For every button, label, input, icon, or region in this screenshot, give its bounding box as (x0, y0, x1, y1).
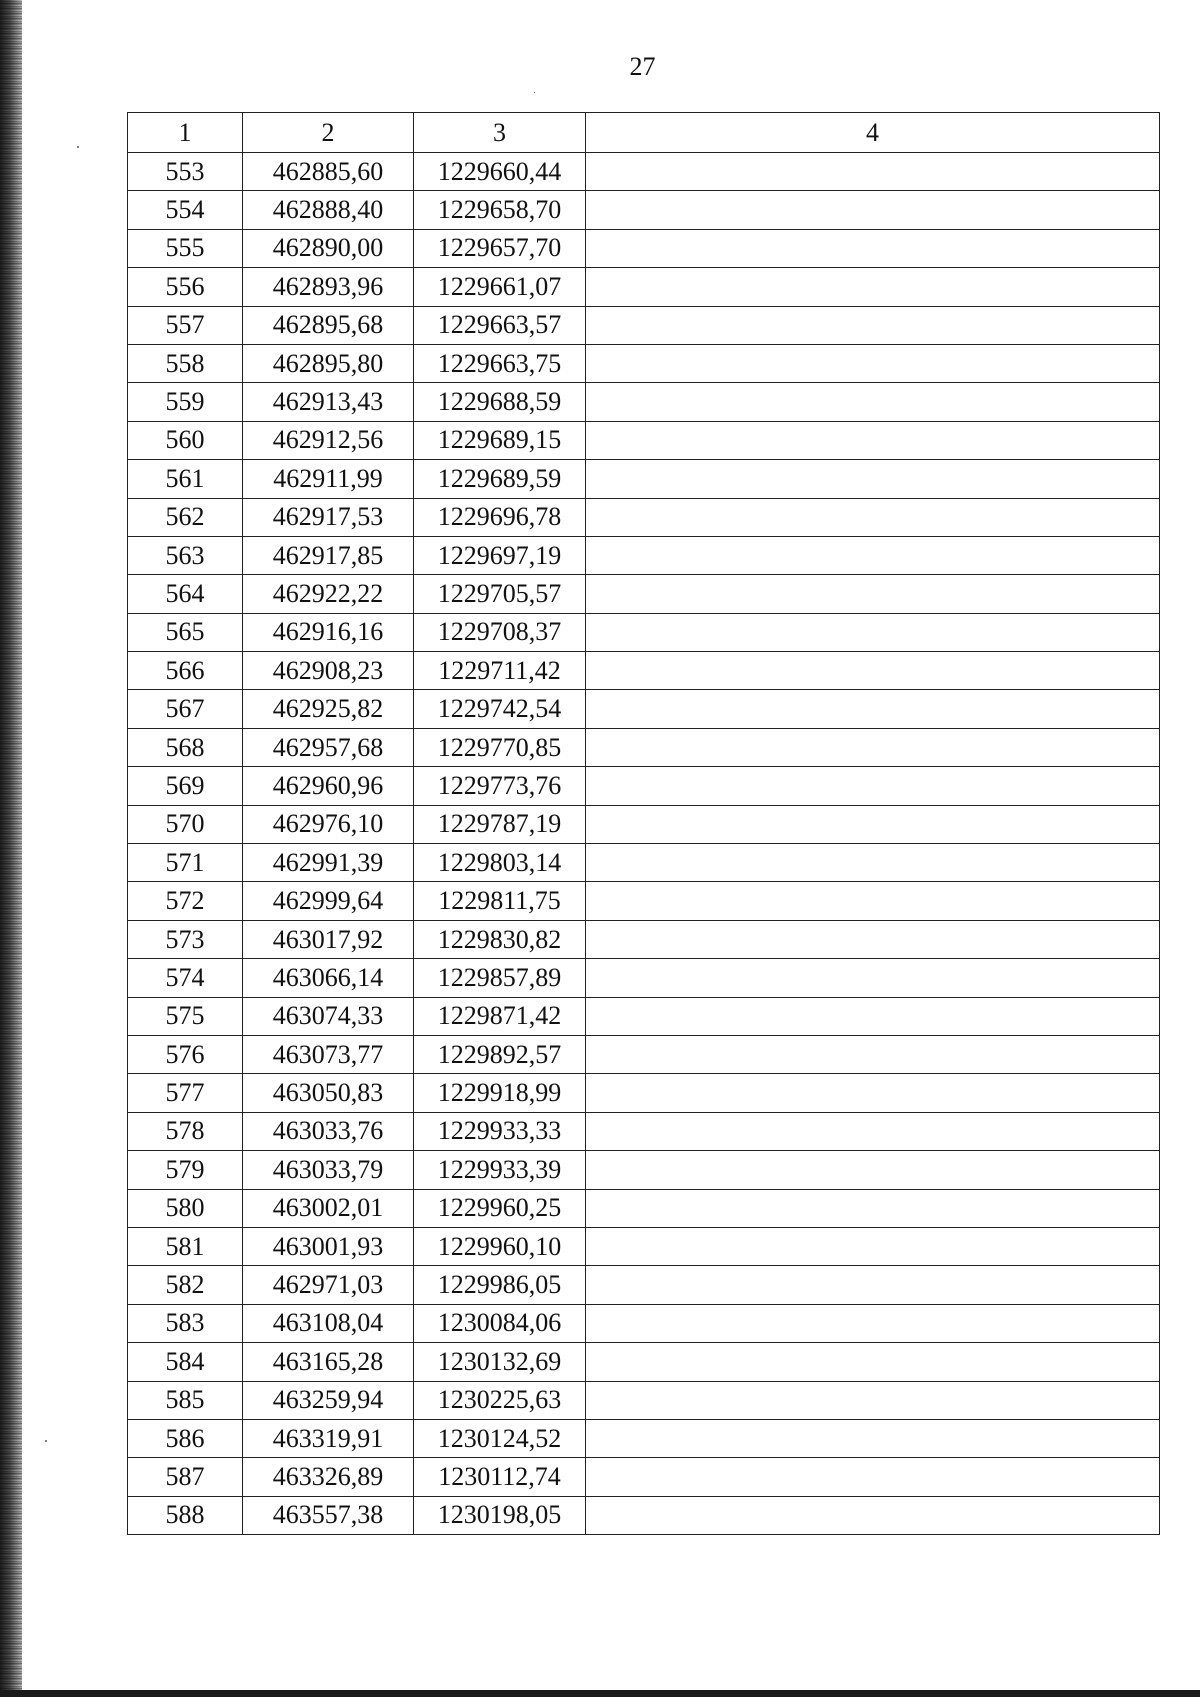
x-coordinate-cell: 462957,68 (243, 728, 414, 766)
y-coordinate-cell: 1230084,06 (414, 1304, 586, 1342)
point-number-cell: 566 (128, 652, 243, 690)
y-coordinate-cell: 1229830,82 (414, 920, 586, 958)
point-number-cell: 555 (128, 229, 243, 267)
y-coordinate-cell: 1229689,59 (414, 460, 586, 498)
y-coordinate-cell: 1229663,57 (414, 306, 586, 344)
point-number-cell: 568 (128, 728, 243, 766)
point-number-cell: 571 (128, 844, 243, 882)
point-number-cell: 560 (128, 421, 243, 459)
note-cell (586, 767, 1160, 805)
table-row (128, 1496, 1160, 1534)
x-coordinate-cell: 463002,01 (243, 1189, 414, 1227)
table-header-row (128, 113, 1160, 153)
note-cell (586, 1458, 1160, 1496)
x-coordinate-cell: 462913,43 (243, 383, 414, 421)
table-row (128, 1112, 1160, 1150)
point-number-cell: 564 (128, 575, 243, 613)
point-number-cell: 586 (128, 1419, 243, 1457)
note-cell (586, 421, 1160, 459)
y-coordinate-cell: 1229960,25 (414, 1189, 586, 1227)
column-header-4: 4 (586, 113, 1160, 153)
y-coordinate-cell: 1229658,70 (414, 191, 586, 229)
x-coordinate-cell: 463050,83 (243, 1074, 414, 1112)
note-cell (586, 1112, 1160, 1150)
note-cell (586, 1189, 1160, 1227)
point-number-cell: 558 (128, 344, 243, 382)
x-coordinate-cell: 463319,91 (243, 1419, 414, 1457)
y-coordinate-cell: 1229663,75 (414, 344, 586, 382)
y-coordinate-cell: 1229773,76 (414, 767, 586, 805)
point-number-cell: 582 (128, 1266, 243, 1304)
note-cell (586, 920, 1160, 958)
table-row (128, 1189, 1160, 1227)
table-row (128, 229, 1160, 267)
note-cell (586, 805, 1160, 843)
x-coordinate-cell: 462971,03 (243, 1266, 414, 1304)
y-coordinate-cell: 1229918,99 (414, 1074, 586, 1112)
table-row (128, 997, 1160, 1035)
y-coordinate-cell: 1229871,42 (414, 997, 586, 1035)
point-number-cell: 579 (128, 1151, 243, 1189)
scan-speck (77, 146, 79, 148)
table-row (128, 805, 1160, 843)
y-coordinate-cell: 1229708,37 (414, 613, 586, 651)
y-coordinate-cell: 1229811,75 (414, 882, 586, 920)
x-coordinate-cell: 463066,14 (243, 959, 414, 997)
point-number-cell: 584 (128, 1343, 243, 1381)
note-cell (586, 383, 1160, 421)
table-row (128, 1458, 1160, 1496)
y-coordinate-cell: 1229960,10 (414, 1227, 586, 1265)
point-number-cell: 583 (128, 1304, 243, 1342)
x-coordinate-cell: 462885,60 (243, 153, 414, 191)
x-coordinate-cell: 463001,93 (243, 1227, 414, 1265)
note-cell (586, 1381, 1160, 1419)
x-coordinate-cell: 463033,76 (243, 1112, 414, 1150)
table-row (128, 767, 1160, 805)
note-cell (586, 690, 1160, 728)
note-cell (586, 1304, 1160, 1342)
x-coordinate-cell: 462917,85 (243, 536, 414, 574)
y-coordinate-cell: 1229657,70 (414, 229, 586, 267)
y-coordinate-cell: 1229787,19 (414, 805, 586, 843)
point-number-cell: 567 (128, 690, 243, 728)
x-coordinate-cell: 462908,23 (243, 652, 414, 690)
point-number-cell: 588 (128, 1496, 243, 1534)
point-number-cell: 563 (128, 536, 243, 574)
note-cell (586, 229, 1160, 267)
point-number-cell: 557 (128, 306, 243, 344)
y-coordinate-cell: 1230112,74 (414, 1458, 586, 1496)
point-number-cell: 572 (128, 882, 243, 920)
y-coordinate-cell: 1230132,69 (414, 1343, 586, 1381)
x-coordinate-cell: 462916,16 (243, 613, 414, 651)
note-cell (586, 268, 1160, 306)
table-row (128, 613, 1160, 651)
scan-speck (45, 1440, 47, 1442)
point-number-cell: 573 (128, 920, 243, 958)
note-cell (586, 1035, 1160, 1073)
scan-left-edge (0, 0, 22, 1697)
table-row (128, 1419, 1160, 1457)
point-number-cell: 565 (128, 613, 243, 651)
table-body (128, 153, 1160, 1535)
note-cell (586, 959, 1160, 997)
table-row (128, 1227, 1160, 1265)
x-coordinate-cell: 463259,94 (243, 1381, 414, 1419)
point-number-cell: 554 (128, 191, 243, 229)
page-number: 27 (629, 52, 656, 81)
note-cell (586, 306, 1160, 344)
x-coordinate-cell: 463074,33 (243, 997, 414, 1035)
y-coordinate-cell: 1230198,05 (414, 1496, 586, 1534)
point-number-cell: 574 (128, 959, 243, 997)
note-cell (586, 1074, 1160, 1112)
table-row (128, 383, 1160, 421)
y-coordinate-cell: 1229661,07 (414, 268, 586, 306)
x-coordinate-cell: 463017,92 (243, 920, 414, 958)
note-cell (586, 1343, 1160, 1381)
column-header-2: 2 (243, 113, 414, 153)
note-cell (586, 997, 1160, 1035)
y-coordinate-cell: 1229689,15 (414, 421, 586, 459)
table-row (128, 690, 1160, 728)
point-number-cell: 569 (128, 767, 243, 805)
scan-speck (534, 92, 535, 93)
point-number-cell: 561 (128, 460, 243, 498)
table-row (128, 421, 1160, 459)
table-row (128, 575, 1160, 613)
table-row (128, 920, 1160, 958)
point-number-cell: 581 (128, 1227, 243, 1265)
note-cell (586, 882, 1160, 920)
point-number-cell: 559 (128, 383, 243, 421)
table-row (128, 306, 1160, 344)
note-cell (586, 1227, 1160, 1265)
x-coordinate-cell: 463033,79 (243, 1151, 414, 1189)
table-row (128, 498, 1160, 536)
x-coordinate-cell: 462893,96 (243, 268, 414, 306)
note-cell (586, 652, 1160, 690)
x-coordinate-cell: 462976,10 (243, 805, 414, 843)
y-coordinate-cell: 1229803,14 (414, 844, 586, 882)
note-cell (586, 844, 1160, 882)
point-number-cell: 575 (128, 997, 243, 1035)
x-coordinate-cell: 462895,80 (243, 344, 414, 382)
note-cell (586, 1496, 1160, 1534)
point-number-cell: 577 (128, 1074, 243, 1112)
column-header-1: 1 (128, 113, 243, 153)
y-coordinate-cell: 1229933,33 (414, 1112, 586, 1150)
table-row (128, 1074, 1160, 1112)
y-coordinate-cell: 1230225,63 (414, 1381, 586, 1419)
point-number-cell: 576 (128, 1035, 243, 1073)
y-coordinate-cell: 1229770,85 (414, 728, 586, 766)
point-number-cell: 562 (128, 498, 243, 536)
x-coordinate-cell: 462925,82 (243, 690, 414, 728)
point-number-cell: 585 (128, 1381, 243, 1419)
table-row (128, 652, 1160, 690)
note-cell (586, 613, 1160, 651)
y-coordinate-cell: 1229742,54 (414, 690, 586, 728)
y-coordinate-cell: 1229857,89 (414, 959, 586, 997)
x-coordinate-cell: 462890,00 (243, 229, 414, 267)
table-row (128, 1381, 1160, 1419)
table-row (128, 268, 1160, 306)
table-row (128, 153, 1160, 191)
x-coordinate-cell: 462911,99 (243, 460, 414, 498)
x-coordinate-cell: 462999,64 (243, 882, 414, 920)
x-coordinate-cell: 462917,53 (243, 498, 414, 536)
y-coordinate-cell: 1229696,78 (414, 498, 586, 536)
table-row (128, 844, 1160, 882)
table-row (128, 882, 1160, 920)
y-coordinate-cell: 1229711,42 (414, 652, 586, 690)
x-coordinate-cell: 462912,56 (243, 421, 414, 459)
point-number-cell: 570 (128, 805, 243, 843)
x-coordinate-cell: 463326,89 (243, 1458, 414, 1496)
coordinates-table (127, 112, 1160, 1535)
table-row (128, 1035, 1160, 1073)
y-coordinate-cell: 1229660,44 (414, 153, 586, 191)
x-coordinate-cell: 463557,38 (243, 1496, 414, 1534)
x-coordinate-cell: 463073,77 (243, 1035, 414, 1073)
note-cell (586, 1151, 1160, 1189)
note-cell (586, 191, 1160, 229)
y-coordinate-cell: 1229705,57 (414, 575, 586, 613)
table-row (128, 1151, 1160, 1189)
x-coordinate-cell: 463108,04 (243, 1304, 414, 1342)
point-number-cell: 556 (128, 268, 243, 306)
y-coordinate-cell: 1229688,59 (414, 383, 586, 421)
note-cell (586, 498, 1160, 536)
x-coordinate-cell: 462991,39 (243, 844, 414, 882)
x-coordinate-cell: 462888,40 (243, 191, 414, 229)
x-coordinate-cell: 463165,28 (243, 1343, 414, 1381)
table-row (128, 959, 1160, 997)
table-row (128, 344, 1160, 382)
table-row (128, 536, 1160, 574)
note-cell (586, 728, 1160, 766)
note-cell (586, 536, 1160, 574)
note-cell (586, 344, 1160, 382)
y-coordinate-cell: 1229892,57 (414, 1035, 586, 1073)
table-row (128, 1266, 1160, 1304)
point-number-cell: 578 (128, 1112, 243, 1150)
x-coordinate-cell: 462922,22 (243, 575, 414, 613)
table-row (128, 728, 1160, 766)
column-header-3: 3 (414, 113, 586, 153)
table-row (128, 460, 1160, 498)
point-number-cell: 553 (128, 153, 243, 191)
point-number-cell: 587 (128, 1458, 243, 1496)
table-row (128, 1343, 1160, 1381)
note-cell (586, 153, 1160, 191)
y-coordinate-cell: 1229933,39 (414, 1151, 586, 1189)
y-coordinate-cell: 1229697,19 (414, 536, 586, 574)
note-cell (586, 575, 1160, 613)
y-coordinate-cell: 1229986,05 (414, 1266, 586, 1304)
point-number-cell: 580 (128, 1189, 243, 1227)
y-coordinate-cell: 1230124,52 (414, 1419, 586, 1457)
note-cell (586, 460, 1160, 498)
x-coordinate-cell: 462895,68 (243, 306, 414, 344)
scan-bottom-edge (0, 1690, 1200, 1697)
note-cell (586, 1266, 1160, 1304)
table-row (128, 1304, 1160, 1342)
note-cell (586, 1419, 1160, 1457)
table-row (128, 191, 1160, 229)
x-coordinate-cell: 462960,96 (243, 767, 414, 805)
